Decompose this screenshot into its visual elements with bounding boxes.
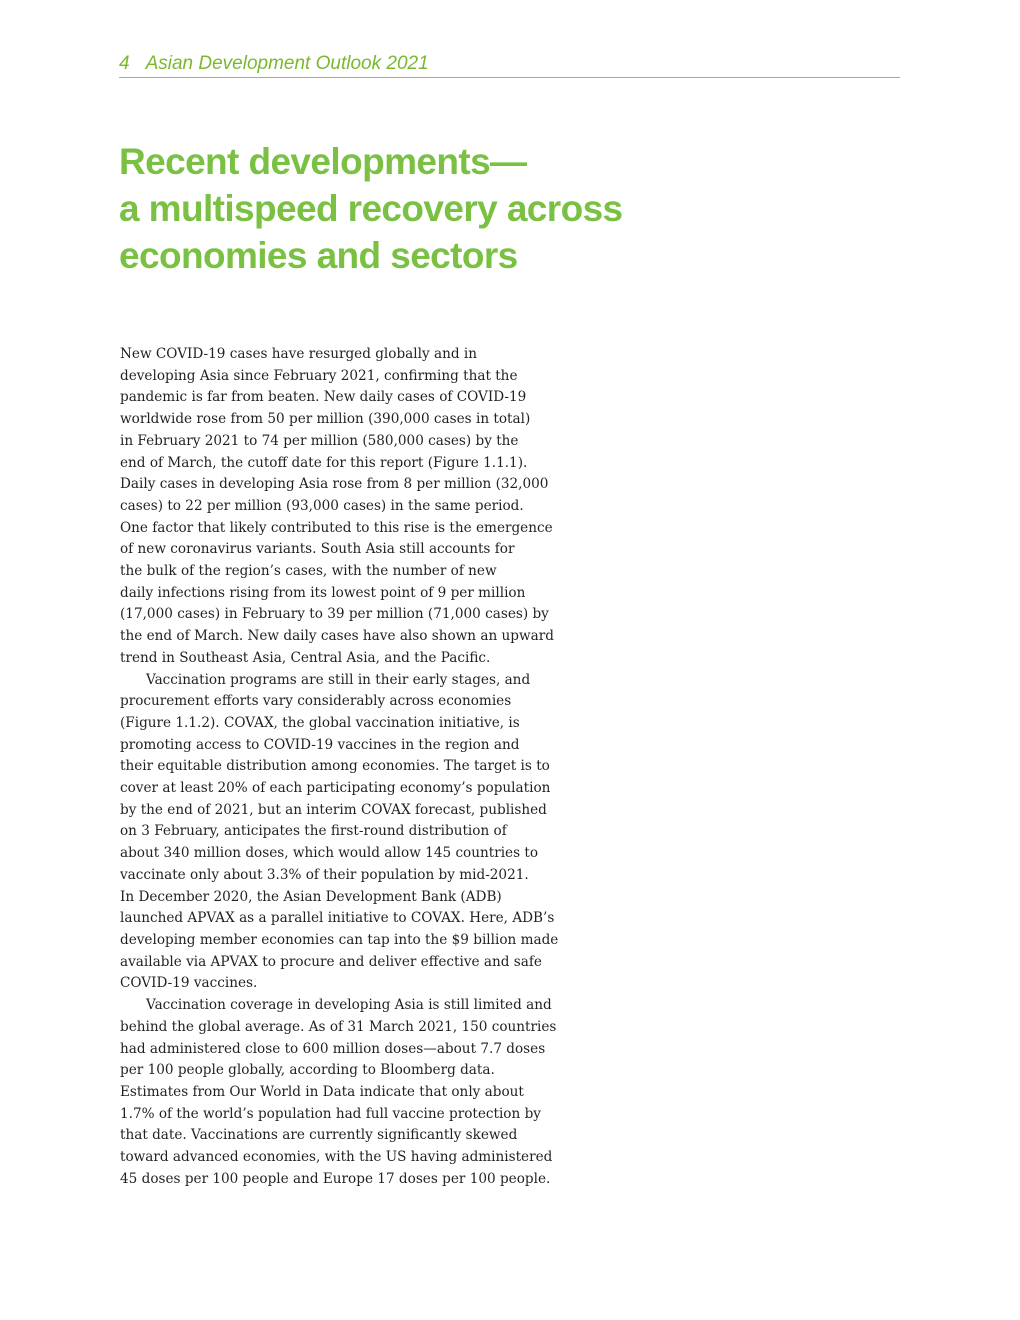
text-line: worldwide rose from 50 per million (390,000 cases in total) (120, 411, 531, 428)
text-line: that date. Vaccinations are currently significantly skewed (120, 1127, 518, 1144)
text-line: available via APVAX to procure and deliver effective and safe (120, 953, 542, 970)
text-line: about 340 million doses, which would allow 145 countries to (120, 845, 539, 862)
page-number: 4 (119, 53, 130, 74)
text-line: launched APVAX as a parallel initiative to COVAX. Here, ADB’s (120, 910, 555, 927)
text-line: New COVID-19 cases have resurged globally and in (120, 346, 477, 362)
chapter-title (119, 138, 679, 279)
text-line: developing Asia since February 2021, confirming that the (120, 367, 518, 384)
chapter-title-line: a multispeed recovery across (119, 188, 623, 229)
text-line: toward advanced economies, with the US having administered (120, 1149, 553, 1166)
text-line: developing member economies can tap into the $9 billion made (120, 931, 559, 948)
paragraph-first-line: Vaccination programs are still in their early stages, and (146, 671, 531, 688)
running-header (119, 50, 900, 78)
text-line: pandemic is far from beaten. New daily cases of COVID-19 (120, 389, 527, 406)
text-line: Daily cases in developing Asia rose from 8 per million (32,000 (120, 476, 549, 493)
text-line: (Figure 1.1.2). COVAX, the global vaccination initiative, is (120, 714, 520, 731)
text-line: behind the global average. As of 31 March 2021, 150 countries (120, 1018, 557, 1035)
text-line: trend in Southeast Asia, Central Asia, and the Pacific. (120, 649, 491, 666)
text-line: in February 2021 to 74 per million (580,000 cases) by the (120, 432, 519, 449)
chapter-title-line: economies and sectors (119, 235, 518, 276)
text-line: the end of March. New daily cases have also shown an upward (120, 628, 554, 645)
text-line: promoting access to COVID-19 vaccines in the region and (120, 736, 520, 753)
text-line: cases) to 22 per million (93,000 cases) in the same period. (120, 497, 524, 514)
text-line: Estimates from Our World in Data indicate that only about (120, 1083, 524, 1100)
text-line: procurement efforts vary considerably across economies (120, 693, 512, 710)
publication-title: Asian Development Outlook 2021 (145, 53, 429, 74)
text-line: (17,000 cases) in February to 39 per million (71,000 cases) by (120, 606, 549, 623)
text-line: 1.7% of the world’s population had full vaccine protection by (120, 1105, 541, 1122)
text-line: per 100 people globally, according to Bloomberg data. (120, 1062, 495, 1079)
text-line: their equitable distribution among economies. The target is to (120, 758, 550, 775)
text-line: 45 doses per 100 people and Europe 17 doses per 100 people. (120, 1170, 551, 1187)
text-line: In December 2020, the Asian Development Bank (ADB) (120, 888, 502, 905)
text-line: COVID-19 vaccines. (120, 975, 258, 992)
text-line: had administered close to 600 million doses—about 7.7 doses (120, 1040, 546, 1057)
text-line: cover at least 20% of each participating economy’s population (120, 780, 551, 797)
paragraph-first-line: Vaccination coverage in developing Asia is still limited and (146, 997, 552, 1014)
text-line: daily infections rising from its lowest point of 9 per million (120, 584, 526, 601)
body-text (120, 344, 600, 1190)
text-line: end of March, the cutoff date for this report (Figure 1.1.1). (120, 454, 528, 471)
text-line: vaccinate only about 3.3% of their population by mid-2021. (120, 866, 529, 883)
text-line: the bulk of the region’s cases, with the number of new (120, 563, 497, 580)
text-line: by the end of 2021, but an interim COVAX forecast, published (120, 801, 547, 818)
text-line: on 3 February, anticipates the first-round distribution of (120, 823, 507, 840)
text-line: One factor that likely contributed to this rise is the emergence (120, 519, 553, 536)
text-line: of new coronavirus variants. South Asia still accounts for (120, 541, 515, 558)
chapter-title-line: Recent developments— (119, 141, 527, 182)
